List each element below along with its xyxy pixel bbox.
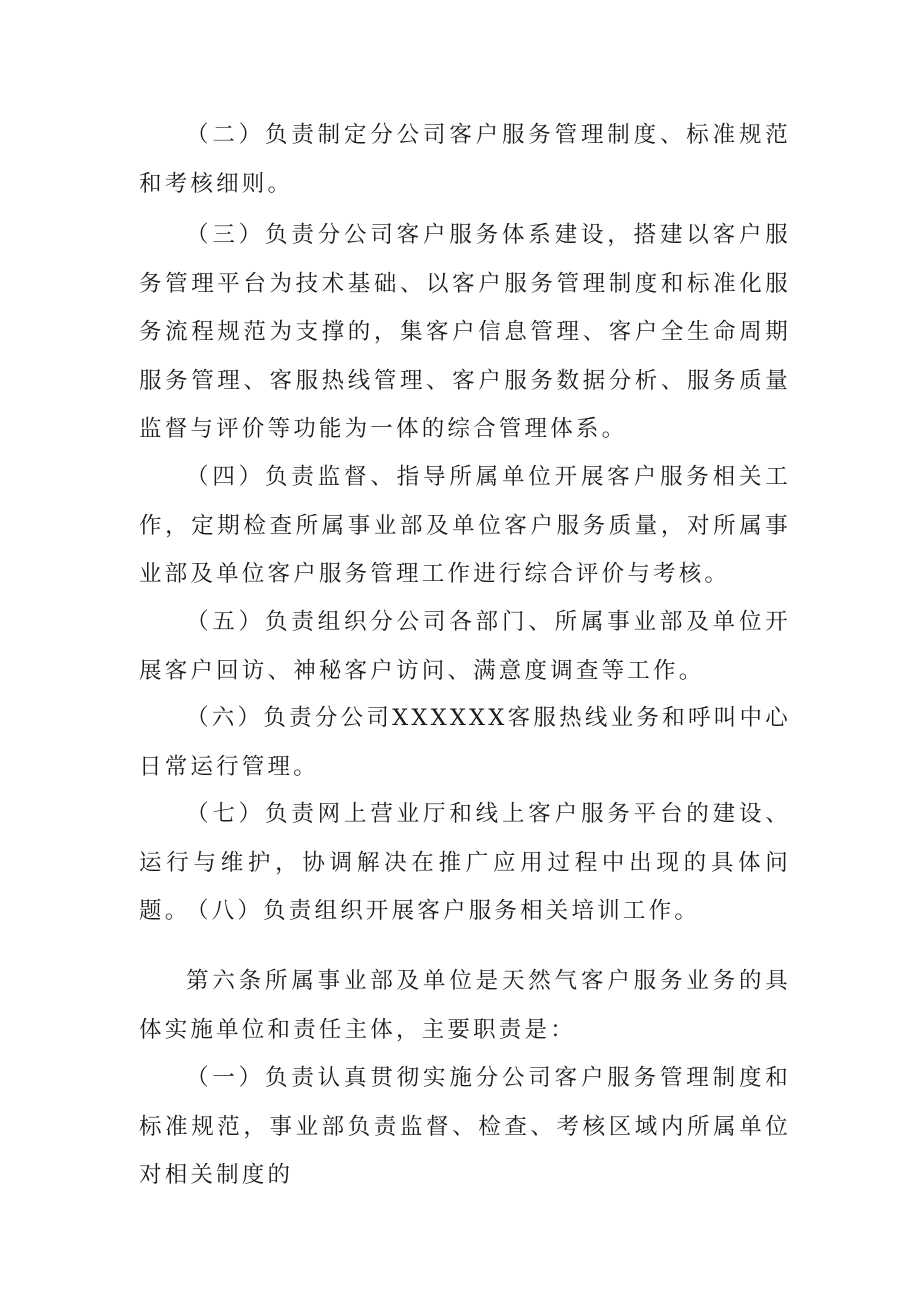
paragraph-article-6: 第六条所属事业部及单位是天然气客户服务业务的具体实施单位和责任主体，主要职责是： xyxy=(139,968,791,1043)
paragraph-duty-2: （二）负责制定分公司客户服务管理制度、标准规范和考核细则。 xyxy=(139,122,791,197)
paragraph-duty-4: （四）负责监督、指导所属单位开展客户服务相关工作，定期检查所属事业部及单位客户服务质量，对所属事业部及单位客户服务管理工作进行综合评价与考核。 xyxy=(139,464,791,587)
paragraph-unit-duty-1: （一）负责认真贯彻实施分公司客户服务管理制度和标准规范，事业部负责监督、检查、考核区域内所属单位对相关制度的 xyxy=(139,1065,791,1188)
paragraph-duty-8: （八）负责组织开展客户服务相关培训工作。 xyxy=(186,898,701,924)
paragraph-duty-7: （七）负责网上营业厅和线上客户服务平台的建设、运行与维护，协调解决在推广应用过程中出现的具体问题。 xyxy=(139,801,791,924)
paragraph-duty-5: （五）负责组织分公司各部门、所属事业部及单位开展客户回访、神秘客户访问、满意度调查等工作。 xyxy=(139,609,791,684)
paragraph-duty-6: （六）负责分公司XXXXXX客服热线业务和呼叫中心日常运行管理。 xyxy=(139,705,791,780)
paragraph-duty-3: （三）负责分公司客户服务体系建设，搭建以客户服务管理平台为技术基础、以客户服务管理制度和标准化服务流程规范为支撑的，集客户信息管理、客户全生命周期服务管理、客服热线管理、客户服务数据分析、服务质量监督与评价等功能为一体的综合管理体系。 xyxy=(139,222,791,442)
